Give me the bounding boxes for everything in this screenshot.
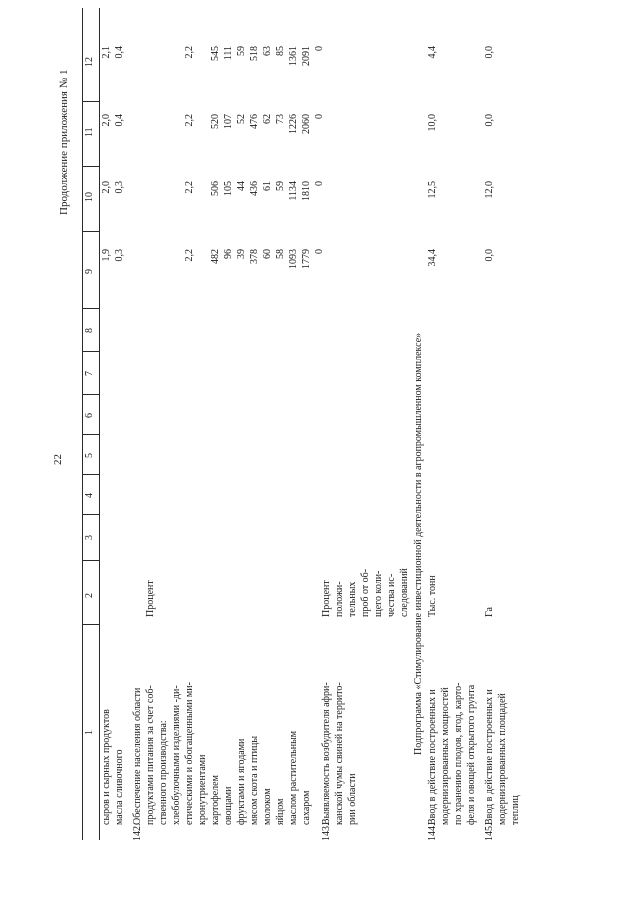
cell-value: 378	[249, 249, 260, 264]
cell-value: 12,0	[484, 181, 495, 199]
row-label: по хранению плодов, ягод, карто-	[453, 682, 464, 825]
header-divider	[82, 308, 99, 309]
row-label: Ввод в действие построенных и	[427, 689, 438, 825]
cell-value: 0	[314, 181, 325, 186]
row-label: сыров и сырных продуктов	[101, 709, 112, 825]
row-label: масла сливочного	[114, 749, 125, 825]
cell-value: 107	[223, 114, 234, 129]
column-header: 8	[84, 328, 95, 333]
row-label: ственного производства:	[158, 720, 169, 825]
column-header: 6	[84, 413, 95, 418]
row-label: овощами	[223, 786, 234, 825]
row-unit: Процент	[321, 580, 332, 617]
cell-value: 61	[262, 181, 273, 191]
cell-value: 2060	[301, 114, 312, 134]
cell-value: 96	[223, 249, 234, 259]
cell-value: 1093	[288, 249, 299, 269]
row-unit: положи-	[334, 581, 345, 617]
row-unit: следований	[399, 568, 410, 617]
header-divider	[82, 351, 99, 352]
cell-value: 506	[210, 181, 221, 196]
cell-value: 44	[236, 181, 247, 191]
row-label: кронутриентами	[197, 754, 208, 825]
row-label: хлебобулочными изделиями -ди-	[171, 685, 182, 825]
column-header: 2	[84, 593, 95, 598]
column-header: 3	[84, 535, 95, 540]
cell-value: 2091	[301, 46, 312, 66]
column-header: 5	[84, 453, 95, 458]
row-label: продуктами питания за счет соб-	[145, 685, 156, 825]
row-label: феля и овощей открытого грунта	[466, 684, 477, 825]
header-bottom-rule	[99, 8, 100, 840]
cell-value: 2,2	[184, 46, 195, 59]
cell-value: 2,2	[184, 249, 195, 262]
row-label: молоком	[262, 788, 273, 825]
header-divider	[82, 474, 99, 475]
cell-value: 2,2	[184, 114, 195, 127]
row-number: 143.	[321, 823, 332, 841]
row-number: 142.	[132, 823, 143, 841]
cell-value: 2,0	[101, 181, 112, 194]
row-label: модернизированных площадей	[497, 693, 508, 825]
cell-value: 0,4	[114, 46, 125, 59]
header-divider	[82, 624, 99, 625]
row-unit: Процент	[145, 580, 156, 617]
row-label: картофелем	[210, 775, 221, 825]
cell-value: 0	[314, 46, 325, 51]
cell-value: 2,2	[184, 181, 195, 194]
row-label: Выявляемость возбудителя афри-	[321, 682, 332, 825]
row-number: 145.	[484, 823, 495, 841]
column-header: 11	[84, 127, 95, 137]
header-divider	[82, 560, 99, 561]
header-top-rule	[82, 8, 83, 840]
row-unit: проб от об-	[360, 568, 371, 617]
cell-value: 0,0	[484, 249, 495, 262]
column-header: 1	[84, 730, 95, 735]
cell-value: 482	[210, 249, 221, 264]
column-header: 9	[84, 269, 95, 274]
cell-value: 1226	[288, 114, 299, 134]
cell-value: 34,4	[427, 249, 438, 267]
header-divider	[82, 434, 99, 435]
header-divider	[82, 514, 99, 515]
header-divider	[82, 231, 99, 232]
row-label: етическими и обогащенными ми-	[184, 682, 195, 825]
cell-value: 59	[236, 46, 247, 56]
cell-value: 58	[275, 249, 286, 259]
header-divider	[82, 166, 99, 167]
cell-value: 545	[210, 46, 221, 61]
row-label: Ввод в действие построенных и	[484, 689, 495, 825]
cell-value: 85	[275, 46, 286, 56]
cell-value: 0	[314, 249, 325, 254]
column-header: 12	[84, 57, 95, 67]
cell-value: 111	[223, 46, 234, 61]
cell-value: 2,1	[101, 46, 112, 59]
cell-value: 10,0	[427, 114, 438, 132]
cell-value: 518	[249, 46, 260, 61]
cell-value: 59	[275, 181, 286, 191]
cell-value: 52	[236, 114, 247, 124]
row-label: фруктами и ягодами	[236, 738, 247, 825]
cell-value: 62	[262, 114, 273, 124]
row-label: канской чумы свиней на террито-	[334, 682, 345, 825]
row-label: мясом скота и птицы	[249, 735, 260, 825]
cell-value: 436	[249, 181, 260, 196]
cell-value: 0,4	[114, 114, 125, 127]
cell-value: 1,9	[101, 249, 112, 262]
row-label: рии области	[347, 773, 358, 825]
cell-value: 60	[262, 249, 273, 259]
cell-value: 0,3	[114, 181, 125, 194]
column-header: 10	[84, 192, 95, 202]
header-divider	[82, 101, 99, 102]
column-header: 7	[84, 371, 95, 376]
row-unit: чества ис-	[386, 573, 397, 617]
column-header: 4	[84, 493, 95, 498]
row-unit: Тыс. тонн	[427, 575, 438, 617]
cell-value: 0	[314, 114, 325, 119]
row-unit: тельных	[347, 581, 358, 617]
row-label: сахаром	[301, 790, 312, 825]
cell-value: 520	[210, 114, 221, 129]
page-number: 22	[52, 454, 64, 465]
row-label: модернизированных мощностей	[440, 687, 451, 825]
cell-value: 73	[275, 114, 286, 124]
row-number: 144.	[427, 823, 438, 841]
cell-value: 39	[236, 249, 247, 259]
cell-value: 0,0	[484, 46, 495, 59]
subprogram-title: Подпрограмма «Стимулирование инвестиционной деятельности в агропромышленном комплексе»	[413, 332, 424, 755]
cell-value: 1134	[288, 181, 299, 201]
cell-value: 1810	[301, 181, 312, 201]
cell-value: 105	[223, 181, 234, 196]
cell-value: 0,3	[114, 249, 125, 262]
cell-value: 1361	[288, 46, 299, 66]
cell-value: 12,5	[427, 181, 438, 199]
header-divider	[82, 394, 99, 395]
row-label: яйцом	[275, 798, 286, 825]
cell-value: 0,0	[484, 114, 495, 127]
row-unit: Га	[484, 607, 495, 617]
row-label: Обеспечение населения области	[132, 687, 143, 825]
continuation-title: Продолжение приложения № 1	[58, 69, 70, 215]
cell-value: 4,4	[427, 46, 438, 59]
cell-value: 1779	[301, 249, 312, 269]
row-label: теплиц	[510, 795, 521, 825]
cell-value: 63	[262, 46, 273, 56]
cell-value: 476	[249, 114, 260, 129]
cell-value: 2,0	[101, 114, 112, 127]
row-unit: щего коли-	[373, 570, 384, 617]
row-label: маслом растительным	[288, 730, 299, 825]
